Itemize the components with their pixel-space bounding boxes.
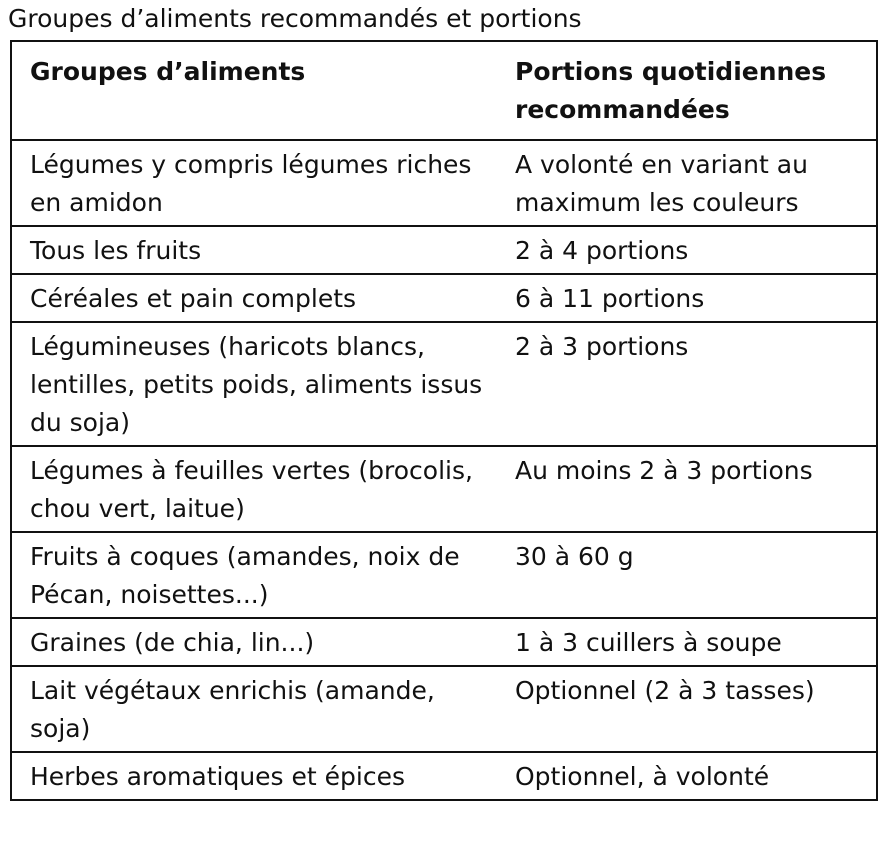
table-row (11, 226, 877, 274)
portion-cell: 2 à 3 portions (498, 322, 877, 446)
food-group-cell: Lait végétaux enrichis (amande, soja) (11, 666, 498, 752)
table-header-row (11, 41, 877, 140)
food-group-cell: Graines (de chia, lin...) (11, 618, 498, 666)
food-group-cell: Céréales et pain complets (11, 274, 498, 322)
food-group-cell: Tous les fruits (11, 226, 498, 274)
food-group-cell: Légumineuses (haricots blancs, lentilles, petits poids, aliments issus du soja) (11, 322, 498, 446)
food-group-cell: Légumes y compris légumes riches en amidon (11, 140, 498, 226)
food-group-cell: Légumes à feuilles vertes (brocolis, chou vert, laitue) (11, 446, 498, 532)
table-row (11, 274, 877, 322)
table-row (11, 140, 877, 226)
portion-cell: 2 à 4 portions (498, 226, 877, 274)
header-daily-portions: Portions quotidiennes recommandées (498, 41, 877, 140)
portion-cell: Optionnel, à volonté (515, 762, 770, 791)
table-row (11, 666, 877, 752)
food-group-cell: Herbes aromatiques et épices (30, 762, 405, 791)
portion-cell: 1 à 3 cuillers à soupe (498, 618, 877, 666)
portion-cell: 30 à 60 g (498, 532, 877, 618)
food-groups-table (10, 40, 878, 801)
header-food-group: Groupes d’aliments (11, 41, 498, 140)
table-caption: Groupes d’aliments recommandés et portions (8, 4, 582, 33)
portion-cell: A volonté en variant au maximum les couleurs (498, 140, 877, 226)
food-group-cell: Fruits à coques (amandes, noix de Pécan, noisettes...) (11, 532, 498, 618)
portion-cell: Optionnel (2 à 3 tasses) (498, 666, 877, 752)
portion-cell: Au moins 2 à 3 portions (498, 446, 877, 532)
table-row (11, 752, 877, 800)
table-row (11, 532, 877, 618)
table-row (11, 446, 877, 532)
portion-cell: 6 à 11 portions (498, 274, 877, 322)
table-row (11, 618, 877, 666)
table-row (11, 322, 877, 446)
